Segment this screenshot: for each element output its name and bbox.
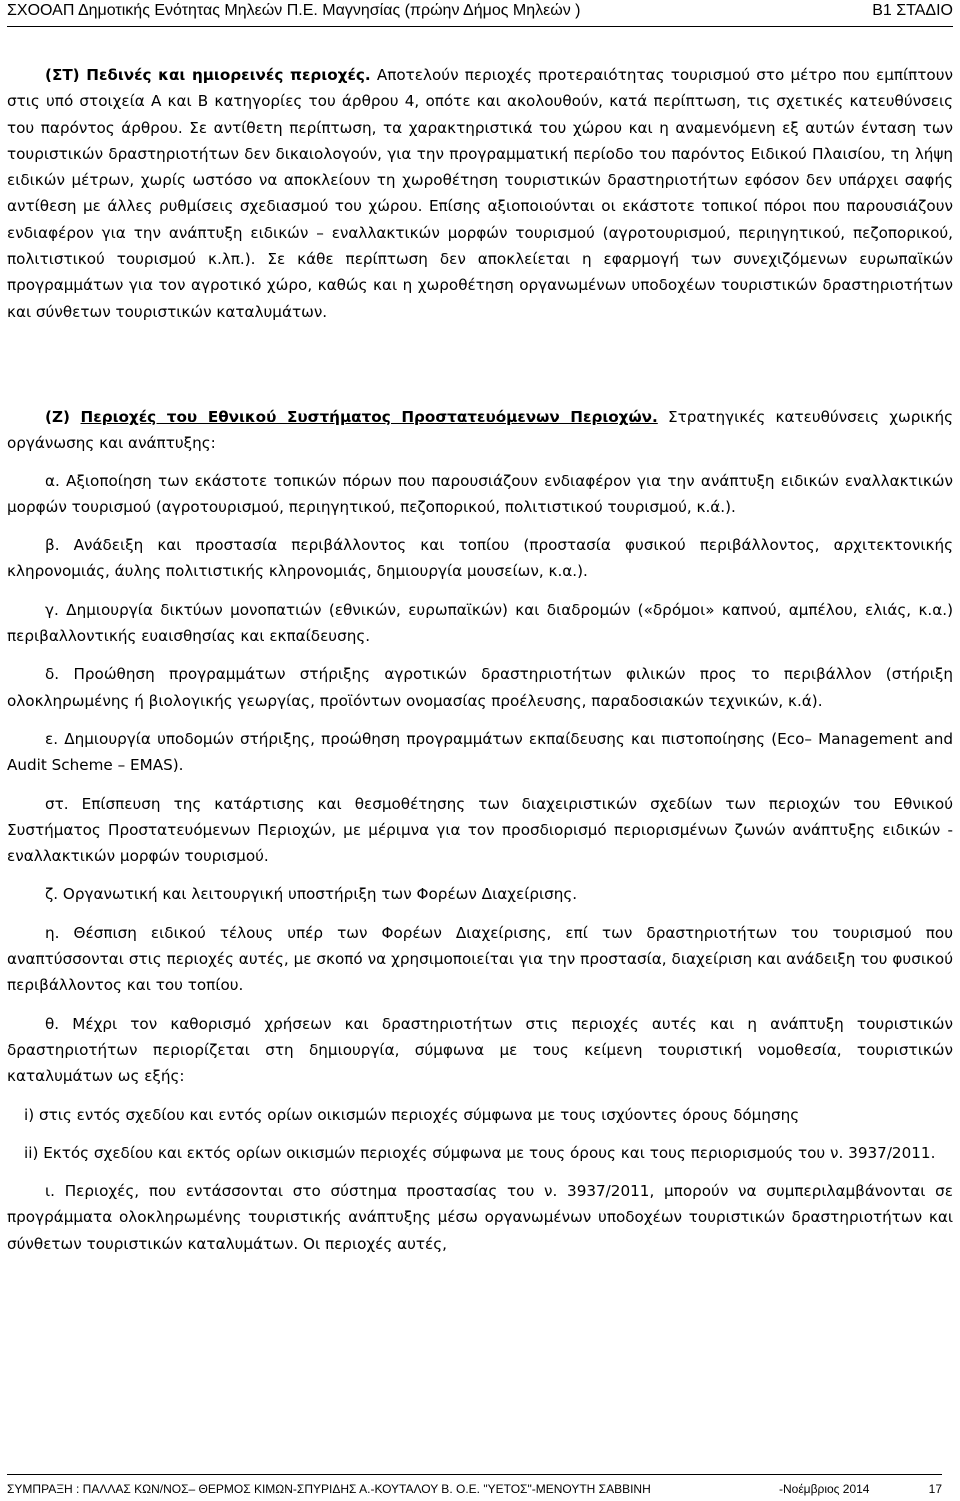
list-item-eta: η. Θέσπιση ειδικού τέλους υπέρ των Φορέων Διαχείρισης, επί των δραστηριοτήτων του τουρισμού που αναπτύσσονται στις περιοχές αυτές, με σκοπό να χρησιμοποιείται για την προστασία, διαχείριση και ανάδειξη του φυσικού περιβάλλοντος και του τοπίου.	[7, 923, 953, 995]
list-item-alpha: α. Αξιοποίηση των εκάστοτε τοπικών πόρων που παρουσιάζουν ενδιαφέρον για την ανάπτυξη ειδικών εναλλακτικών μορφών τουρισμού (αγροτουρισμού, περιηγητικού, πεζοπορικού, πολιτιστικού τουρισμού, κ.ά.).	[7, 471, 953, 516]
list-item-iota: ι. Περιοχές, που εντάσσονται στο σύστημα προστασίας του ν. 3937/2011, μπορούν να συμπεριλαμβάνονται σε προγράμματα ολοκληρωμένης τουριστικής ανάπτυξης μέσω οργανωμένων υποδοχέων τουριστικών δραστηριοτήτων και σύνθετων τουριστικών καταλυμάτων. Οι περιοχές αυτές,	[7, 1182, 953, 1253]
section-z-heading-title: Περιοχές του Εθνικού Συστήματος Προστατευόμενων Περιοχών.	[80, 407, 658, 426]
footer-page-number: 17	[928, 1482, 942, 1496]
footer-date: -Νοέμβριος 2014	[779, 1482, 870, 1496]
list-item-epsilon: ε. Δημιουργία υποδομών στήριξης, προώθηση προγραμμάτων εκπαίδευσης και πιστοποίησης (Eco– Management and Audit Scheme – EMAS).	[7, 729, 953, 775]
section-z-heading-prefix: (Ζ)	[45, 407, 81, 426]
section-st-text: Αποτελούν περιοχές προτεραιότητας τουρισμού στο μέτρο που εμπίπτουν στις υπό στοιχεία Α και Β κατηγορίες του άρθρου 4, οπότε και ακολουθούν, κατά περίπτωση, τις σχετικές κατευθύνσεις του παρόντος άρθρου. Σε αντίθετη περίπτωση, τα χαρακτηριστικά του χώρου και η αναμενόμενη εξ αυτών ένταση των τουριστικών δραστηριοτήτων δεν δικαιολογούν, για την προγραμματική περίοδο του παρόντος Ειδικού Πλαισίου, τη λήψη ειδικών μέτρων, χωρίς ωστόσο να αποκλείουν τη χωροθέτηση τουριστικών δραστηριοτήτων εφόσον δεν υπάρχει σαφής αντίθεση με άλλες ρυθμίσεις σχεδιασμού του χώρου. Επίσης αξιοποιούνται οι εκάστοτε τοπικοί πόροι που παρουσιάζουν ενδιαφέρον για την ανάπτυξη ειδικών – εναλλακτικών μορφών τουρισμού (αγροτουρισμού, περιηγητικού, πεζοπορικού, πολιτιστικού τουρισμού κ.λπ.). Σε κάθε περίπτωση δεν αποκλείεται η εφαρμογή των συνεχιζόμενων ευρωπαϊκών προγραμμάτων για τον αγροτικό χώρο, καθώς και η χωροθέτηση οργανωμένων υποδοχέων τουριστικών δραστηριοτήτων και σύνθετων τουριστικών καταλυμάτων.	[7, 66, 953, 321]
list-item-stigma: στ. Επίσπευση της κατάρτισης και θεσμοθέτησης των διαχειριστικών σχεδίων των περιοχών του Εθνικού Συστήματος Προστατευόμενων Περιοχών, με μέριμνα για τον προσδιορισμό περιορισμένων ζωνών ανάπτυξης ειδικών - εναλλακτικών μορφών τουρισμού.	[7, 794, 953, 866]
section-st-heading: (ΣΤ) Πεδινές και ημιορεινές περιοχές.	[45, 66, 371, 84]
list-item-delta: δ. Προώθηση προγραμμάτων στήριξης αγροτικών δραστηριοτήτων φιλικών προς το περιβάλλον (στήριξη ολοκληρωμένης ή βιολογικής γεωργίας, προϊόντων ονομασίας προέλευσης, παραδοσιακών τεχνικών, κ.ά).	[7, 665, 953, 710]
list-item-gamma: γ. Δημιουργία δικτύων μονοπατιών (εθνικών, ευρωπαϊκών) και διαδρομών («δρόμοι» καπνού, αμπέλου, ελιάς, κ.α.) περιβαλλοντικής ευαισθησίας και εκπαίδευσης.	[7, 600, 953, 646]
list-item-beta: β. Ανάδειξη και προστασία περιβάλλοντος και τοπίου (προστασία φυσικού περιβάλλοντος, αρχιτεκτονικής κληρονομιάς, άυλης πολιτιστικής κληρονομιάς, δημιουργία μουσείων, κ.α.).	[7, 536, 953, 581]
section-z-heading-suffix: Στρατηγικές κατευθύνσεις χωρικής οργάνωσης και ανάπτυξης:	[7, 407, 953, 453]
footer-authors: ΣΥΜΠΡΑΞΗ : ΠΑΛΛΑΣ ΚΩΝ/ΝΟΣ– ΘΕΡΜΟΣ ΚΙΜΩΝ-ΣΠΥΡΙΔΗΣ Α.-ΚΟΥΤΑΛΟΥ Β. Ο.Ε. "ΥΕΤΟΣ"-ΜΕΝΟΥΤΗ ΣΑΒΒΙΝΗ	[7, 1482, 651, 1496]
page-header	[7, 0, 953, 27]
paragraph-section-z	[7, 404, 953, 457]
sub-item-i: i) στις εντός σχεδίου και εντός ορίων οικισμών περιοχές σύμφωνα με τους ισχύοντες όρους δόμησης	[24, 1105, 800, 1124]
document-body	[7, 62, 953, 1257]
page-footer	[7, 1474, 942, 1496]
header-stage-label: Β1 ΣΤΑΔΙΟ	[872, 2, 953, 19]
header-document-title: ΣΧΟΟΑΠ Δημοτικής Ενότητας Μηλεών Π.Ε. Μαγνησίας (πρώην Δήμος Μηλεών )	[7, 2, 581, 19]
sub-item-ii: ii) Εκτός σχεδίου και εκτός ορίων οικισμών περιοχές σύμφωνα με τους όρους και τους περιορισμούς του ν. 3937/2011.	[24, 1143, 936, 1162]
list-item-zeta: ζ. Οργανωτική και λειτουργική υποστήριξη των Φορέων Διαχείρισης.	[45, 885, 578, 904]
list-item-theta: θ. Μέχρι τον καθορισμό χρήσεων και δραστηριοτήτων στις περιοχές αυτές και η ανάπτυξη τουριστικών δραστηριοτήτων περιορίζεται στη δημιουργία, σύμφωνα με τους κείμενη τουριστική νομοθεσία, τουριστικών καταλυμάτων ως εξής:	[7, 1014, 953, 1086]
paragraph-section-st	[7, 62, 953, 325]
